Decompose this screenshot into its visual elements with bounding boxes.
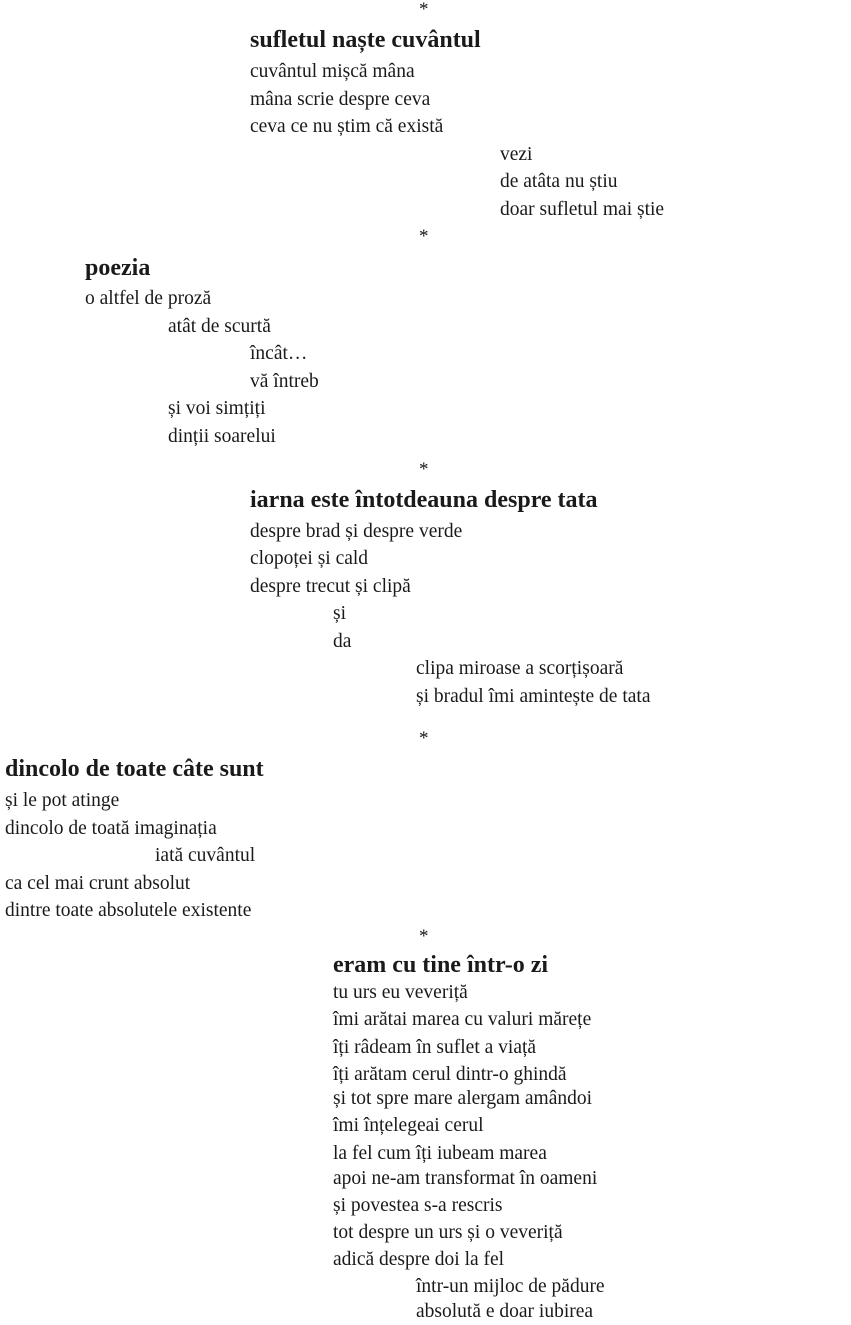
poem-line: doar sufletul mai știe <box>500 199 665 220</box>
poem-title: eram cu tine într-o zi <box>333 952 549 978</box>
poem-line: dintre toate absolutele existente <box>5 900 252 921</box>
poem-line: despre brad și despre verde <box>250 521 463 542</box>
poem-title: iarna este întotdeauna despre tata <box>250 487 598 513</box>
separator-star: * <box>419 0 429 20</box>
poem-line: îmi înțelegeai cerul <box>333 1115 484 1136</box>
poem-line: dincolo de toată imaginația <box>5 818 217 839</box>
poem-title: poezia <box>85 255 151 281</box>
poem-line: și povestea s-a rescris <box>333 1195 503 1216</box>
poem-title: dincolo de toate câte sunt <box>5 756 264 782</box>
poem-line: vă întreb <box>250 371 319 392</box>
poem-line: da <box>333 631 352 652</box>
poem-line: și voi simțiți <box>168 398 266 419</box>
poem-title: sufletul naște cuvântul <box>250 27 481 53</box>
separator-star: * <box>419 728 429 749</box>
poem-line: încât… <box>250 343 308 364</box>
poem-line: vezi <box>500 144 533 165</box>
poem-line: cuvântul mișcă mâna <box>250 61 415 82</box>
poem-line: ceva ce nu știm că există <box>250 116 444 137</box>
separator-star: * <box>419 226 429 247</box>
poem-line: apoi ne-am transformat în oameni <box>333 1168 598 1189</box>
poem-line: clopoței și cald <box>250 548 369 569</box>
poem-line: și le pot atinge <box>5 790 120 811</box>
poem-line: adică despre doi la fel <box>333 1249 505 1270</box>
poem-line: tu urs eu veveriță <box>333 982 468 1003</box>
poem-line: și tot spre mare alergam amândoi <box>333 1088 593 1109</box>
poem-line: într-un mijloc de pădure <box>416 1276 605 1297</box>
poem-line: clipa miroase a scorțișoară <box>416 658 624 679</box>
poem-line: despre trecut și clipă <box>250 576 411 597</box>
separator-star: * <box>419 459 429 480</box>
poem-line: îmi arătai marea cu valuri mărețe <box>333 1009 592 1030</box>
poem-line: mâna scrie despre ceva <box>250 89 431 110</box>
poem-line: de atâta nu știu <box>500 171 618 192</box>
poem-line: o altfel de proză <box>85 288 212 309</box>
poem-line: absolută e doar iubirea <box>416 1301 594 1322</box>
poem-line: și bradul îmi amintește de tata <box>416 686 651 707</box>
poem-line: îți arătam cerul dintr-o ghindă <box>333 1064 567 1085</box>
poem-line: și <box>333 603 347 624</box>
poem-line: ca cel mai crunt absolut <box>5 873 191 894</box>
poem-line: iată cuvântul <box>155 845 256 866</box>
poem-line: la fel cum îți iubeam marea <box>333 1143 547 1164</box>
separator-star: * <box>419 926 429 947</box>
poem-line: îți râdeam în suflet a viață <box>333 1037 537 1058</box>
poem-line: atât de scurtă <box>168 316 271 337</box>
poem-line: tot despre un urs și o veveriță <box>333 1222 563 1243</box>
poem-line: dinții soarelui <box>168 426 276 447</box>
